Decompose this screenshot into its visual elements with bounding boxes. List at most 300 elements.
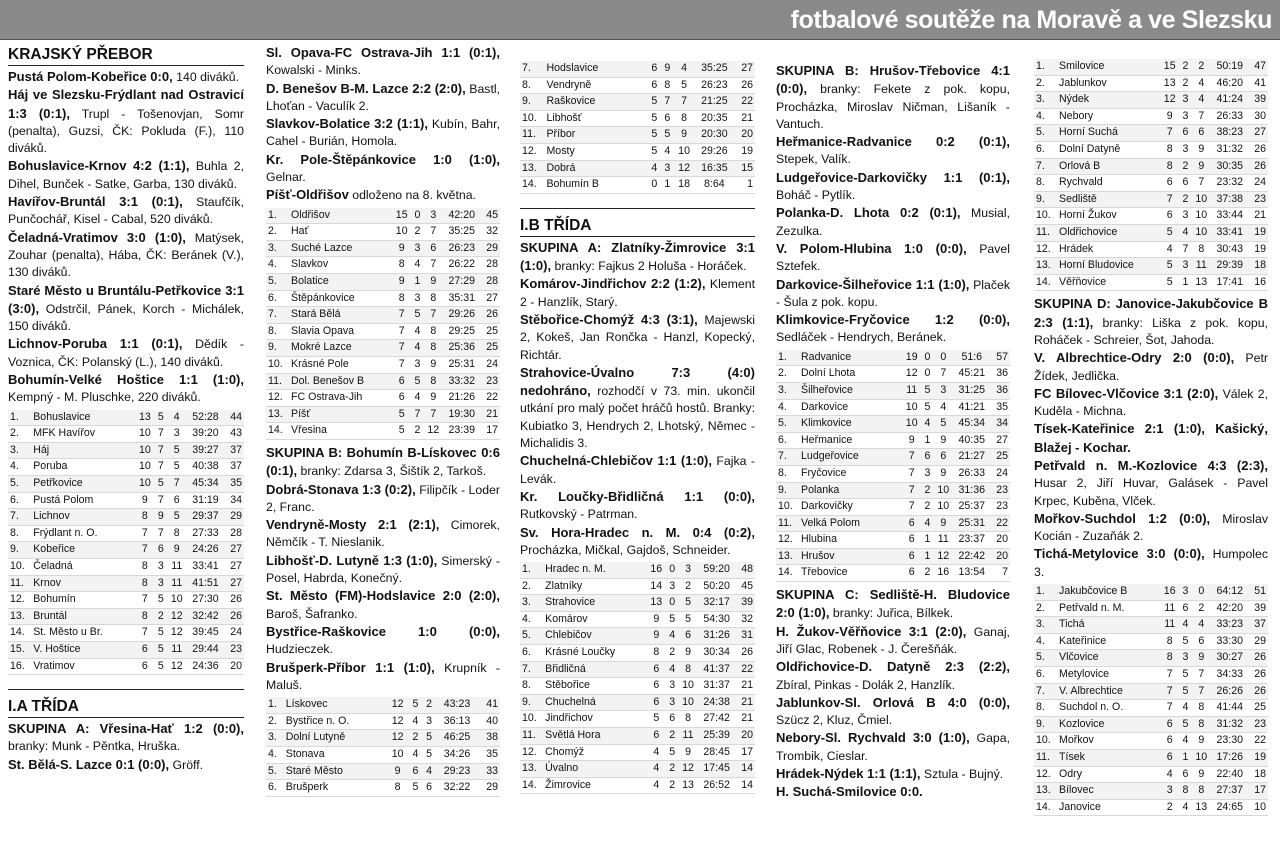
team-name: Lískovec [284, 697, 387, 713]
standings [520, 61, 755, 194]
match-result [266, 151, 500, 187]
table-cell: 5. [520, 628, 543, 645]
table-cell: 47 [1249, 59, 1268, 75]
team-name: Odry [1057, 766, 1160, 783]
table-row [776, 382, 1010, 399]
table-cell: 21 [735, 678, 755, 695]
match-score: Nebory-Sl. Rychvald 3:0 (1:0), [776, 730, 970, 746]
table-cell: 1. [520, 562, 543, 578]
table-row [266, 423, 500, 440]
table-cell: 7 [1192, 667, 1211, 684]
table-cell: 24:38 [698, 694, 736, 711]
result-paragraphs [266, 44, 500, 205]
table-row [520, 595, 755, 612]
match-score: Slavkov-Bolatice 3:2 (1:1), [266, 116, 428, 132]
table-cell: 3 [934, 382, 953, 399]
table-row [776, 565, 1010, 582]
table-cell: 2 [1179, 75, 1191, 92]
table-cell: 2. [266, 713, 284, 730]
table-cell: 24:36 [187, 658, 225, 675]
table-cell: 7 [902, 499, 921, 516]
table-cell: 6 [902, 565, 921, 582]
table-cell: 45:34 [187, 476, 225, 493]
match-result [8, 282, 244, 336]
standings-table [776, 350, 1010, 582]
match-scorers: Kubín, Bahr, Cahel - Burián, Homola. [266, 117, 500, 149]
table-cell: 5. [776, 416, 799, 433]
table-row [520, 611, 755, 628]
team-name: Petřkovice [31, 476, 135, 493]
table-cell: 50:20 [698, 578, 736, 595]
table-cell: 2 [1160, 799, 1179, 816]
match-score: Pustá Polom-Kobeřice 0:0, [8, 69, 173, 84]
match-score: Lichnov-Poruba 1:1 (0:1), [8, 336, 183, 352]
team-name: Tísek [1057, 750, 1160, 767]
table-cell: 45:21 [953, 366, 991, 383]
table-cell: 41:21 [953, 399, 991, 416]
match-result [776, 311, 1010, 347]
table-cell: 41:24 [1211, 92, 1249, 109]
table-cell: 8. [8, 525, 31, 542]
table-row [776, 548, 1010, 565]
table-row [1034, 175, 1268, 192]
team-name: Kateřinice [1057, 633, 1160, 650]
match-score: SKUPINA B: Bohumín B-Lískovec 0:6 (0:1), [266, 444, 500, 479]
table-cell: 0 [921, 366, 933, 383]
table-cell: 4 [647, 744, 667, 761]
table-cell: 5. [1034, 650, 1057, 667]
table-cell: 3 [155, 575, 167, 592]
team-name: Suché Lazce [289, 240, 392, 257]
match-score: Mořkov-Suchdol 1:2 (0:0), [1034, 510, 1211, 526]
table-cell: 52:28 [187, 410, 225, 426]
match-result [776, 276, 1010, 312]
table-cell: 4 [1160, 241, 1179, 258]
table-cell: 6. [266, 780, 284, 797]
match-result [776, 62, 1010, 133]
table-cell: 1. [1034, 584, 1057, 600]
table-cell: 5 [1179, 683, 1191, 700]
match-result [266, 552, 500, 588]
table-cell: 26 [224, 608, 244, 625]
team-name: Nebory [1057, 108, 1160, 125]
table-cell: 33:41 [1211, 224, 1249, 241]
table-cell: 6 [666, 711, 678, 728]
table-row [776, 350, 1010, 366]
match-scorers: Matýsek, Zouhar (penalta), Hába, ČK: Beránek (V.), 130 diváků. [8, 230, 244, 280]
table-cell: 30:27 [1211, 650, 1249, 667]
table-cell: 12 [424, 423, 443, 440]
match-scorers: Rutkovský - Patrman. [520, 507, 638, 522]
table-cell: 6 [424, 240, 443, 257]
table-cell: 10 [135, 426, 155, 443]
result-paragraphs [266, 444, 500, 694]
table-cell: 6 [902, 532, 921, 549]
table-cell: 6 [409, 763, 423, 780]
table-cell: 6 [902, 515, 921, 532]
table-cell: 1 [921, 548, 933, 565]
table-cell: 7 [991, 565, 1010, 582]
table-cell: 8 [1160, 633, 1179, 650]
table-cell: 12 [674, 160, 695, 177]
table-cell: 8 [1192, 783, 1211, 800]
match-score: SKUPINA A: Vřesina-Hať 1:2 (0:0), [8, 721, 244, 737]
table-cell: 32:22 [436, 780, 478, 797]
table-cell: 46:20 [1211, 75, 1249, 92]
table-cell: 25:37 [953, 499, 991, 516]
team-name: Vlčovice [1057, 650, 1160, 667]
table-cell: 27:29 [443, 274, 481, 291]
table-cell: 23 [1249, 191, 1268, 208]
table-cell: 7 [661, 94, 674, 111]
table-cell: 24:26 [187, 542, 225, 559]
table-cell: 4. [8, 459, 31, 476]
table-cell: 6 [1160, 208, 1179, 225]
table-cell: 32 [735, 611, 755, 628]
table-cell: 10. [520, 110, 544, 127]
table-row [8, 575, 244, 592]
table-cell: 10 [167, 592, 187, 609]
table-cell: 4 [411, 340, 423, 357]
table-row [776, 515, 1010, 532]
match-result [520, 275, 755, 311]
table-cell: 6. [1034, 667, 1057, 684]
table-cell: 9 [1192, 158, 1211, 175]
match-score: St. Město (FM)-Hodslavice 2:0 (2:0), [266, 588, 500, 604]
table-cell: 13. [776, 548, 799, 565]
standings [1034, 59, 1268, 291]
table-cell: 21:26 [443, 390, 481, 407]
table-cell: 4 [666, 661, 678, 678]
match-scorers: Musial, Zezulka. [776, 206, 1010, 238]
match-scorers: Boháč - Pytlík. [776, 188, 856, 203]
table-cell: 35:31 [443, 290, 481, 307]
table-row [266, 357, 500, 374]
table-cell: 23 [991, 482, 1010, 499]
table-cell: 8 [1160, 158, 1179, 175]
table-row [520, 711, 755, 728]
table-cell: 0 [648, 177, 661, 194]
table-cell: 9 [392, 240, 411, 257]
table-cell: 16 [1249, 274, 1268, 291]
table-cell: 13 [678, 777, 698, 794]
match-scorers: Filipčík - Loder 2, Franc. [266, 482, 500, 514]
team-name: Bolatice [289, 274, 392, 291]
table-cell: 2 [921, 482, 933, 499]
table-cell: 12. [1034, 766, 1057, 783]
table-cell: 5 [678, 611, 698, 628]
table-cell: 41:37 [698, 661, 736, 678]
table-cell: 25 [481, 323, 500, 340]
table-cell: 9 [678, 645, 698, 662]
table-cell: 45 [735, 578, 755, 595]
team-name: Věřňovice [1057, 274, 1160, 291]
table-cell: 10 [1192, 750, 1211, 767]
table-cell: 23 [481, 373, 500, 390]
table-cell: 4 [648, 160, 661, 177]
standings [520, 562, 755, 794]
match-score: Kr. Pole-Štěpánkovice 1:0 (1:0), [266, 151, 500, 167]
table-cell: 6. [266, 290, 289, 307]
team-name: Hodslavice [544, 61, 647, 77]
table-cell: 5. [266, 763, 284, 780]
match-scorers: branky: Juřica, Bílkek. [829, 606, 954, 621]
table-cell: 29:37 [187, 509, 225, 526]
table-cell: 12. [520, 744, 543, 761]
team-name: Smilovice [1057, 59, 1160, 75]
table-cell: 11. [1034, 224, 1057, 241]
table-cell: 4 [1179, 733, 1191, 750]
match-score: Ludgeřovice-Darkovičky 1:1 (0:1), [776, 169, 1010, 185]
table-cell: 10. [8, 558, 31, 575]
table-row [8, 658, 244, 675]
table-cell: 54:30 [698, 611, 736, 628]
table-cell: 9. [520, 694, 543, 711]
match-scorers: Petr Žídek, Jedlička. [1034, 351, 1268, 383]
match-result [266, 80, 500, 116]
table-cell: 23:39 [443, 423, 481, 440]
table-cell: 25:36 [443, 340, 481, 357]
team-name: Krnov [31, 575, 135, 592]
table-row [520, 562, 755, 578]
table-cell: 7 [135, 625, 155, 642]
table-cell: 48 [735, 562, 755, 578]
table-cell: 9 [135, 492, 155, 509]
table-cell: 7 [674, 94, 695, 111]
table-cell: 4. [1034, 633, 1057, 650]
table-cell: 1 [1179, 750, 1191, 767]
table-row [520, 645, 755, 662]
table-cell: 7 [392, 323, 411, 340]
match-scorers: Zbíral, Pinkas - Dolák 2, Hanzlík. [776, 677, 956, 692]
table-cell: 10 [1249, 799, 1268, 816]
match-score: Hrádek-Nýdek 1:1 (1:1), [776, 766, 921, 782]
table-cell: 35:25 [694, 61, 734, 77]
table-cell: 36 [991, 382, 1010, 399]
table-cell: 4. [266, 257, 289, 274]
match-score: St. Bělá-S. Lazce 0:1 (0:0), [8, 756, 170, 772]
match-scorers: Sztula - Bujný. [920, 767, 1004, 782]
table-cell: 3 [661, 160, 674, 177]
table-cell: 24:65 [1211, 799, 1249, 816]
table-cell: 7 [424, 224, 443, 241]
table-row [266, 340, 500, 357]
table-row [266, 274, 500, 291]
table-cell: 10 [934, 499, 953, 516]
table-cell: 51 [1249, 584, 1268, 600]
table-cell: 4 [661, 143, 674, 160]
table-cell: 3 [666, 678, 678, 695]
match-result [776, 729, 1010, 765]
table-cell: 2 [1192, 59, 1211, 75]
table-cell: 8 [392, 257, 411, 274]
table-cell: 6. [8, 492, 31, 509]
table-cell: 4 [1179, 799, 1191, 816]
match-score: Tísek-Kateřinice 2:1 (1:0), Kašický, Blažej - Kochar. [1034, 421, 1268, 455]
table-cell: 23 [991, 499, 1010, 516]
table-row [266, 240, 500, 257]
standings-table [520, 562, 755, 794]
match-result [266, 115, 500, 151]
table-cell: 46:25 [436, 730, 478, 747]
table-cell: 7 [1160, 191, 1179, 208]
table-cell: 20:35 [694, 110, 734, 127]
table-row [1034, 633, 1268, 650]
table-cell: 27 [224, 575, 244, 592]
table-cell: 13 [135, 410, 155, 426]
table-cell: 24 [1249, 175, 1268, 192]
table-cell: 33:23 [1211, 617, 1249, 634]
table-cell: 2. [776, 366, 799, 383]
match-score: Darkovice-Šilheřovice 1:1 (1:0), [776, 276, 970, 292]
team-name: Dolní Lhota [799, 366, 902, 383]
match-result [266, 444, 500, 481]
table-cell: 5 [1160, 274, 1179, 291]
table-cell: 8 [661, 77, 674, 94]
table-cell: 29:39 [1211, 258, 1249, 275]
table-cell: 8 [1160, 141, 1179, 158]
table-cell: 39:27 [187, 442, 225, 459]
team-name: Darkovičky [799, 499, 902, 516]
table-cell: 13. [520, 761, 543, 778]
table-cell: 7. [520, 661, 543, 678]
table-cell: 14. [776, 565, 799, 582]
table-cell: 5 [921, 382, 933, 399]
table-cell: 11. [266, 373, 289, 390]
team-name: Štěpánkovice [289, 290, 392, 307]
table-cell: 3 [411, 240, 423, 257]
table-cell: 42:20 [1211, 600, 1249, 617]
table-cell: 10 [1192, 208, 1211, 225]
match-result [776, 204, 1010, 240]
table-cell: 30:43 [1211, 241, 1249, 258]
table-cell: 27 [1249, 125, 1268, 142]
standings-table [8, 410, 244, 676]
table-row [1034, 700, 1268, 717]
table-cell: 5 [1179, 633, 1191, 650]
team-name: Fryčovice [799, 465, 902, 482]
table-cell: 2. [8, 426, 31, 443]
match-scorers: Bastl, Lhoťan - Vaculík 2. [266, 81, 500, 113]
table-cell: 3. [266, 730, 284, 747]
table-cell: 14. [1034, 799, 1057, 816]
table-row [8, 492, 244, 509]
table-row [1034, 766, 1268, 783]
table-cell: 22 [991, 515, 1010, 532]
team-name: Šilheřovice [799, 382, 902, 399]
table-cell: 8 [678, 661, 698, 678]
table-row [1034, 158, 1268, 175]
match-score: Bohumín-Velké Hoštice 1:1 (1:0), [8, 372, 244, 388]
table-cell: 6 [647, 661, 667, 678]
table-cell: 24 [224, 625, 244, 642]
table-cell: 7 [1160, 125, 1179, 142]
table-cell: 4 [1179, 617, 1191, 634]
table-cell: 5. [1034, 125, 1057, 142]
table-cell: 28:45 [698, 744, 736, 761]
table-cell: 50:19 [1211, 59, 1249, 75]
table-cell: 3 [411, 357, 423, 374]
match-score: Píšť-Oldřišov [266, 187, 349, 203]
table-cell: 15. [8, 641, 31, 658]
table-cell: 9 [167, 542, 187, 559]
team-name: Čeladná [31, 558, 135, 575]
table-cell: 11 [167, 558, 187, 575]
table-cell: 6 [1179, 125, 1191, 142]
table-row [266, 780, 500, 797]
team-name: Chuchelná [543, 694, 646, 711]
table-cell: 4 [422, 763, 436, 780]
match-score: Petřvald n. M.-Kozlovice 4:3 (2:3), [1034, 457, 1268, 473]
table-row [520, 110, 755, 127]
team-name: Slavia Opava [289, 323, 392, 340]
table-cell: 8 [1192, 241, 1211, 258]
table-cell: 28 [224, 525, 244, 542]
team-name: Horní Žukov [1057, 208, 1160, 225]
table-cell: 29:23 [436, 763, 478, 780]
match-result [776, 240, 1010, 276]
table-cell: 1. [8, 410, 31, 426]
table-cell: 6 [1192, 633, 1211, 650]
table-cell: 5 [155, 476, 167, 493]
table-cell: 8:64 [694, 177, 734, 194]
table-cell: 21 [734, 110, 755, 127]
match-scorers: branky: Fajkus 2 Holuša - Horáček. [551, 259, 747, 274]
table-cell: 9 [424, 274, 443, 291]
table-cell: 4 [1160, 766, 1179, 783]
table-cell: 9. [1034, 716, 1057, 733]
table-cell: 4 [1192, 92, 1211, 109]
table-row [776, 432, 1010, 449]
banner-title: fotbalové soutěže na Moravě a ve Slezsku [790, 6, 1272, 34]
team-name: Bohumín [31, 592, 135, 609]
table-row [776, 532, 1010, 549]
table-cell: 2 [666, 645, 678, 662]
table-cell: 9. [520, 94, 544, 111]
table-cell: 13 [1192, 799, 1211, 816]
table-cell: 23:32 [1211, 175, 1249, 192]
table-cell: 3 [155, 558, 167, 575]
table-cell: 10 [135, 442, 155, 459]
table-cell: 5 [167, 442, 187, 459]
table-cell: 4. [776, 399, 799, 416]
table-row [1034, 208, 1268, 225]
table-row [1034, 274, 1268, 291]
table-cell: 7 [155, 459, 167, 476]
table-cell: 35:25 [443, 224, 481, 241]
table-cell: 9 [934, 465, 953, 482]
table-cell: 21 [1249, 208, 1268, 225]
table-cell: 16. [8, 658, 31, 675]
result-paragraphs [8, 68, 244, 407]
table-row [1034, 59, 1268, 75]
table-cell: 9 [1192, 650, 1211, 667]
table-row [266, 730, 500, 747]
table-cell: 1 [411, 274, 423, 291]
table-cell: 10 [674, 143, 695, 160]
table-row [520, 661, 755, 678]
table-cell: 1 [661, 177, 674, 194]
team-name: Hradec n. M. [543, 562, 646, 578]
table-cell: 20 [735, 728, 755, 745]
table-cell: 5 [1179, 716, 1191, 733]
table-cell: 19 [902, 350, 921, 366]
match-score: Brušperk-Příbor 1:1 (1:0), [266, 659, 435, 675]
table-row [8, 625, 244, 642]
table-cell: 5 [674, 77, 695, 94]
table-cell: 9 [934, 515, 953, 532]
table-cell: 0 [666, 595, 678, 612]
